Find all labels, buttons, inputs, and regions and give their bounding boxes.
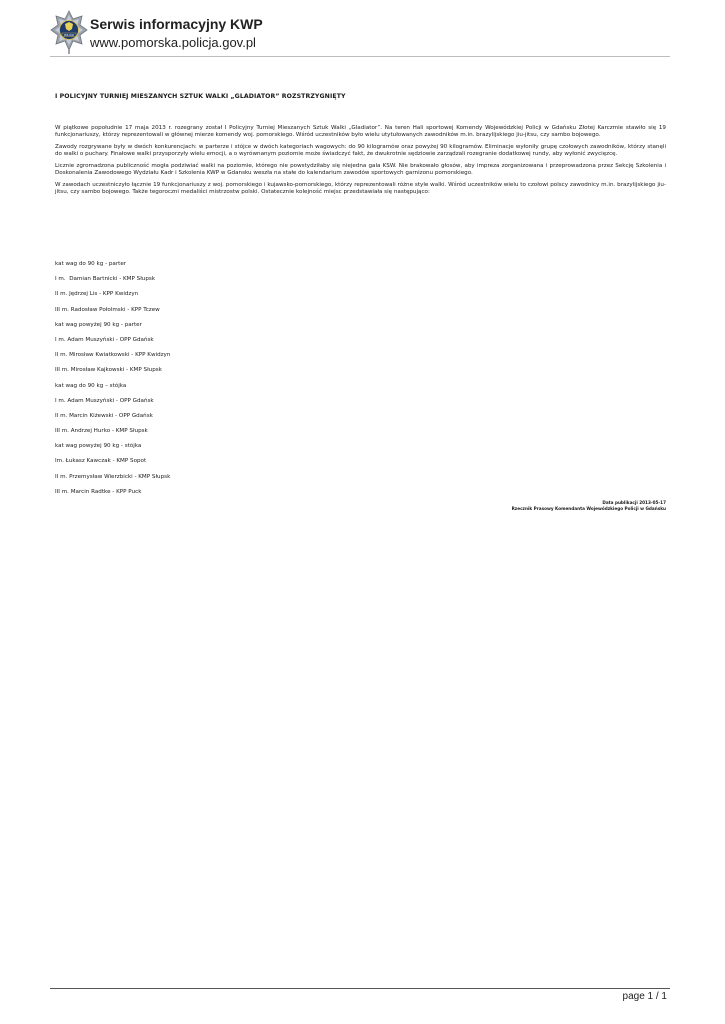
results-item: I m. Damian Bartnicki - KMP Słupsk [55,276,156,283]
article-paragraph: W zawodach uczestniczyło łącznie 19 funkcjonariuszy z woj. pomorskiego i kujawsko-pomorskiego, którzy reprezentowali różne style walki. Wśród uczestników wielu to czołowi polscy zawodnicy m.in. brazylijskiego jiu-jitsu, czy sambo bojowego. Także tegoroczni medaliści mistrzostw polski. Ostatecznie kolejność miejsc przedstawiała się następująco: [55,182,666,195]
article-paragraph: Zawody rozgrywane były w dwóch konkurencjach: w parterze i stójce w dwóch kategoriach wagowych: do 90 kilogramów oraz powyżej 90 kilogramów. Eliminacje wyłoniły grupę czołowych zawodników, którzy stanęli do walki o puchary. Finałowe walki przysporzyły wielu emocji, a o wyrównanym poziomie może świadczyć fakt, że dwukrotnie sędziowie zarządzali rozegranie dodatkowej rundy, aby wyłonić zwycięzcę. [55,144,666,157]
publication-date: Data publikacji 2013-05-17 [602,500,666,505]
article-paragraph: Licznie zgromadzona publiczność mogła podziwiać walki na poziomie, którego nie powstydziłaby się niejedna gala KSW. Nie brakowało głosów, aby impreza zorganizowana i przeprowadzona przez Sekcję Szkolenia i Doskonalenia Zawodowego Wydziału Kadr i Szkolenia KWP w Gdansku weszła na stałe do kalendarium zawodów sportowych garnizonu pomorskiego. [55,163,666,176]
results-item: II m. Jędrzej Lis - KPP Kwidzyn [55,291,139,298]
results-item: III m. Radosław Połolmski - KPP Tczew [55,306,160,313]
results-item: II m. Przemysław Wierzbicki - KMP Słupsk [55,473,171,480]
page-header [50,10,670,56]
header-divider [50,56,670,57]
results-category: kat wag powyżej 90 kg - parter [55,321,142,328]
site-url[interactable]: www.pomorska.policja.gov.pl [90,35,256,50]
publication-info [512,500,666,511]
results-category: kat wag do 90 kg - parter [55,261,127,267]
publication-author: Rzecznik Prasowy Komendanta Wojewódzkiego Policji w Gdańsku [511,505,666,511]
results-item: I m. Adam Muszyński - OPP Gdańsk [55,336,154,343]
results-category: kat wag do 90 kg – stójka [55,382,127,389]
results-item: III m. Marcin Radtke - KPP Puck [55,488,142,495]
results-item: III m. Mirosław Kajkowski - KMP Słupsk [55,367,162,374]
article-body [55,125,666,201]
results-list [55,261,170,504]
page-number: page 1 / 1 [622,991,667,1002]
results-item: I m. Adam Muszyński - OPP Gdańsk [55,397,154,404]
police-star-badge-icon [50,10,88,54]
results-item: III m. Andrzej Hurko - KMP Słupsk [55,428,148,435]
results-category: kat wag powyżej 90 kg - stójka [55,443,142,450]
results-item: Im. Łukasz Kawczak - KMP Sopot [55,458,147,465]
logo-label: POLICJA [63,33,75,37]
article-paragraph: W piątkowe popołudnie 17 maja 2013 r. rozegrany został I Policyjny Turniej Mieszanych Sztuk Walki „Gladiator”. Na teren Hali sportowej Komendy Wojewódzkiej Policji w Gdańsku Złotej Karczmie stawiło się 19 funkcjonariuszy, którzy reprezentowali w głównej mierze komendy woj. pomorskiego. Wśród uczestników było wielu utytułowanych zawodników m.in. brazylijskiego jiu-jitsu, czy sambo bojowego. [55,125,666,138]
footer-divider [50,988,670,989]
results-item: II m. Marcin Kiżewski - OPP Gdańsk [55,412,153,419]
results-item: II m. Mirosław Kwiatkowski - KPP Kwidzyn [55,352,171,359]
site-title: Serwis informacyjny KWP [90,16,263,32]
article-title: I POLICYJNY TURNIEJ MIESZANYCH SZTUK WALKI „GLADIATOR” ROZSTRZYGNIĘTY [55,93,346,100]
